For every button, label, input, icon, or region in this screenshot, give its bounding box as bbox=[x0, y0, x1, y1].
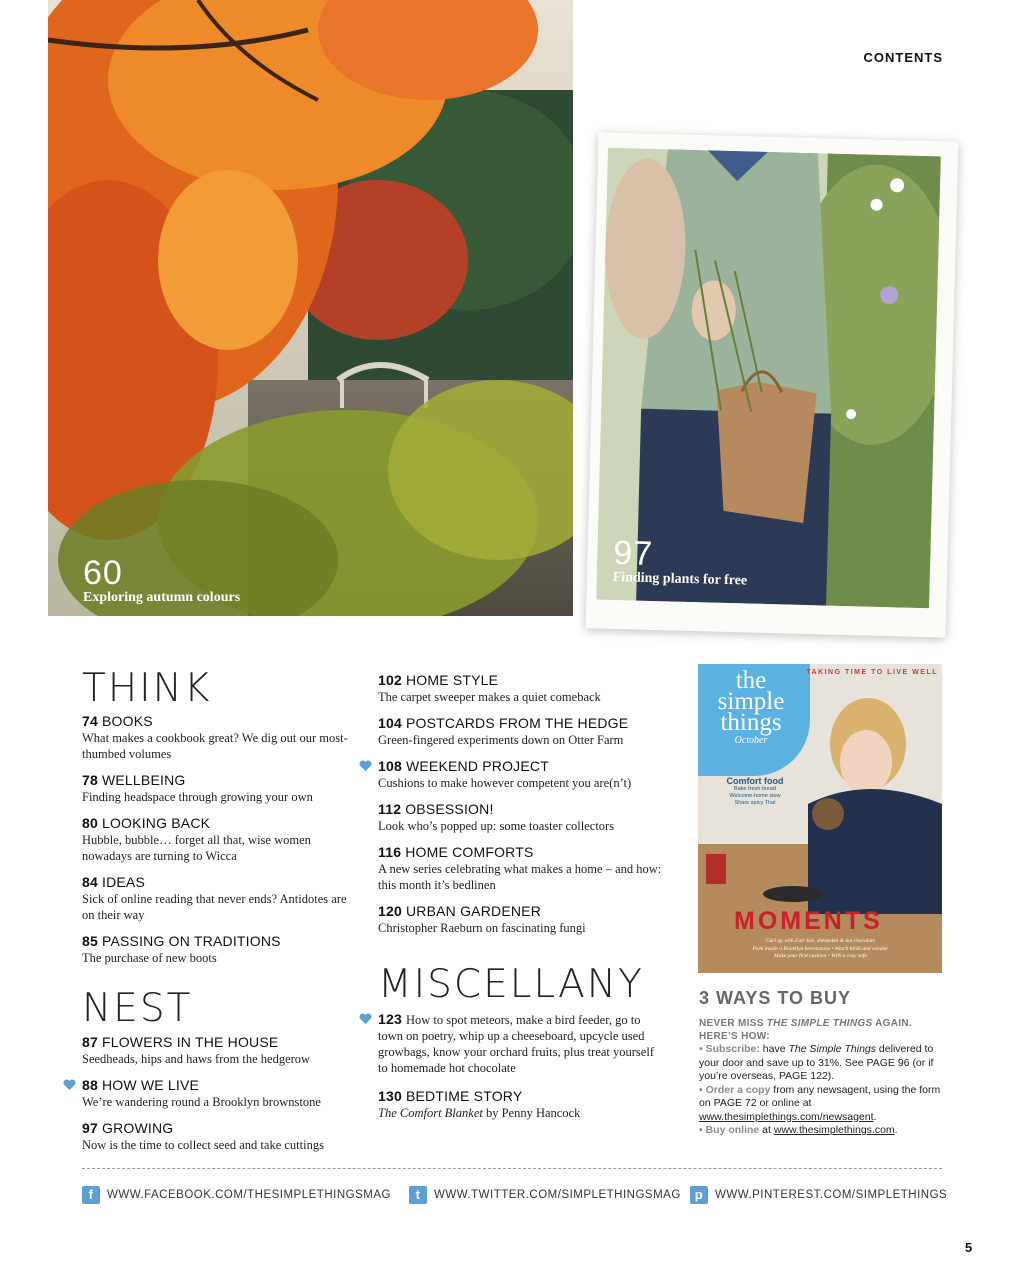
entry-description: A new series celebrating what makes a home – and how: this month it’s bedlinen bbox=[378, 862, 662, 892]
entry-description: Christopher Raeburn on fascinating fungi bbox=[378, 921, 586, 935]
plants-caption bbox=[613, 536, 749, 590]
entry-page-number: 87 bbox=[82, 1034, 98, 1050]
entry-page-number: 102 bbox=[378, 672, 402, 688]
entry-page-number: 88 bbox=[82, 1077, 98, 1093]
entry-page-number: 123 bbox=[378, 1011, 402, 1027]
buy-online: • Buy online at www.thesimplethings.com. bbox=[699, 1124, 898, 1136]
heart-icon bbox=[63, 1079, 76, 1091]
entry-page-number: 116 bbox=[378, 844, 402, 860]
pinterest-link[interactable] bbox=[690, 1186, 947, 1204]
contents-entry[interactable] bbox=[82, 815, 352, 864]
entry-title: LOOKING BACK bbox=[101, 815, 211, 831]
entry-title: OBSESSION! bbox=[405, 801, 494, 817]
contents-entry[interactable] bbox=[82, 713, 352, 762]
pinterest-icon: p bbox=[690, 1186, 708, 1204]
entry-title: HOME COMFORTS bbox=[405, 844, 534, 860]
cover-logo-text: things bbox=[720, 709, 782, 736]
contents-entry[interactable] bbox=[82, 1120, 352, 1153]
cover-logo-text: simple bbox=[717, 688, 785, 715]
story-author: by Penny Hancock bbox=[482, 1106, 581, 1120]
entry-description: Look who’s popped up: some toaster collectors bbox=[378, 819, 615, 833]
miscellany-list bbox=[378, 1011, 656, 1131]
entry-title: WEEKEND PROJECT bbox=[405, 758, 549, 774]
entry-title: HOME STYLE bbox=[405, 672, 499, 688]
entry-page-number: 85 bbox=[82, 933, 98, 949]
photo-caption-text: Exploring autumn colours bbox=[83, 590, 241, 605]
section-heading-miscellany: MISCELLANY bbox=[378, 962, 644, 1007]
cover-sell-line: Make your first cushion • WIN a cosy sofa bbox=[774, 953, 867, 959]
entry-description: Sick of online reading that never ends? Antidotes are on their way bbox=[82, 892, 347, 922]
contents-entry[interactable] bbox=[378, 758, 668, 791]
entry-page-number: 108 bbox=[378, 758, 402, 774]
facebook-url: WWW.FACEBOOK.COM/THESIMPLETHINGSMAG bbox=[107, 1189, 391, 1201]
section-heading-think: THINK bbox=[82, 666, 212, 711]
buy-intro: NEVER MISS THE SIMPLE THINGS AGAIN. HERE’S HOW: bbox=[699, 1018, 912, 1042]
entry-page-number: 130 bbox=[378, 1088, 402, 1104]
entry-description: The purchase of new boots bbox=[82, 951, 217, 965]
page-ref-number: 97 bbox=[612, 534, 654, 574]
entry-description: How to spot meteors, make a bird feeder, go to town on poetry, whip up a cheeseboard, upcycle used growbags, know your orchard fruits, plus treat yourself to homemade hot chocolate bbox=[378, 1013, 654, 1075]
entry-description: Now is the time to collect seed and take cuttings bbox=[82, 1138, 324, 1152]
entry-description: What makes a cookbook great? We dig out our most-thumbed volumes bbox=[82, 731, 348, 761]
cover-logo bbox=[706, 667, 796, 747]
entry-title: BEDTIME STORY bbox=[405, 1088, 523, 1104]
magazine-cover[interactable] bbox=[698, 664, 942, 973]
contents-entry[interactable] bbox=[378, 715, 668, 748]
cover-month: October bbox=[734, 735, 768, 746]
twitter-link[interactable] bbox=[409, 1186, 681, 1204]
cover-sell-line: Peek inside a Brooklyn brownstone • Watch birds and wonder bbox=[752, 945, 889, 952]
cover-food-line: Bake fresh bread bbox=[734, 786, 776, 792]
twitter-icon: t bbox=[409, 1186, 427, 1204]
entry-title: GROWING bbox=[101, 1120, 174, 1136]
entry-page-number: 97 bbox=[82, 1120, 98, 1136]
entry-title: HOW WE LIVE bbox=[101, 1077, 200, 1093]
entry-title: POSTCARDS FROM THE HEDGE bbox=[405, 715, 629, 731]
facebook-link[interactable] bbox=[82, 1186, 391, 1204]
contents-entry[interactable] bbox=[82, 933, 352, 966]
entry-page-number: 74 bbox=[82, 713, 98, 729]
entry-page-number: 120 bbox=[378, 903, 402, 919]
contents-entry[interactable] bbox=[82, 1077, 352, 1110]
contents-label: CONTENTS bbox=[863, 50, 943, 65]
entry-page-number: 80 bbox=[82, 815, 98, 831]
contents-entry[interactable] bbox=[378, 1011, 656, 1076]
cover-logo-text: the bbox=[735, 667, 767, 694]
cover-sell-lines bbox=[728, 938, 913, 961]
entry-title: IDEAS bbox=[101, 874, 145, 890]
entry-title: BOOKS bbox=[101, 713, 153, 729]
cover-comfort-food bbox=[720, 776, 790, 807]
facebook-icon: f bbox=[82, 1186, 100, 1204]
entry-description: Seedheads, hips and haws from the hedgerow bbox=[82, 1052, 311, 1066]
contents-entry[interactable] bbox=[378, 672, 668, 705]
plants-photo bbox=[596, 148, 941, 609]
think-list bbox=[82, 713, 352, 976]
contents-entry[interactable] bbox=[82, 1034, 352, 1067]
contents-entry[interactable] bbox=[378, 903, 668, 936]
contents-entry[interactable] bbox=[378, 801, 668, 834]
entry-page-number: 104 bbox=[378, 715, 402, 731]
heart-icon bbox=[359, 760, 372, 772]
page-number: 5 bbox=[965, 1240, 973, 1255]
entry-title: URBAN GARDENER bbox=[405, 903, 542, 919]
contents-entry[interactable] bbox=[378, 844, 668, 893]
story-title: The Comfort Blanket bbox=[378, 1106, 483, 1120]
heart-icon bbox=[359, 1013, 372, 1025]
autumn-caption bbox=[83, 556, 240, 606]
buy-subscribe: • Subscribe: have The Simple Things delivered to your door and save up to 31%. See PAGE 96 (or if you’re overseas, PAGE 122). bbox=[699, 1043, 934, 1082]
entry-title: PASSING ON TRADITIONS bbox=[101, 933, 281, 949]
cover-headline: MOMENTS bbox=[734, 907, 883, 935]
entry-description: Cushions to make however competent you are(n’t) bbox=[378, 776, 632, 790]
entry-title: WELLBEING bbox=[101, 772, 186, 788]
autumn-photo bbox=[48, 0, 573, 616]
entry-page-number: 112 bbox=[378, 801, 402, 817]
contents-entry[interactable] bbox=[378, 1088, 656, 1121]
newsagent-link[interactable]: www.thesimplethings.com/newsagent bbox=[699, 1110, 874, 1123]
entry-description: The carpet sweeper makes a quiet comeback bbox=[378, 690, 601, 704]
contents-entry[interactable] bbox=[82, 772, 352, 805]
cover-food-heading: Comfort food bbox=[726, 776, 784, 786]
cover-food-line: Welcome-home stew bbox=[729, 793, 781, 799]
entry-title: FLOWERS IN THE HOUSE bbox=[101, 1034, 279, 1050]
entry-page-number: 78 bbox=[82, 772, 98, 788]
cover-food-line: Share spicy Thai bbox=[734, 800, 776, 806]
cover-sell-line: Curl up with Fair Isle, sheepskin & hot chocolate bbox=[765, 938, 876, 944]
ways-to-buy bbox=[699, 988, 949, 1138]
middle-list bbox=[378, 672, 668, 946]
entry-description: Finding headspace through growing your own bbox=[82, 790, 313, 804]
twitter-url: WWW.TWITTER.COM/SIMPLETHINGSMAG bbox=[434, 1189, 681, 1201]
cover-tagline: TAKING TIME TO LIVE WELL bbox=[806, 669, 938, 676]
entry-page-number: 84 bbox=[82, 874, 98, 890]
buy-heading: 3 WAYS TO BUY bbox=[699, 988, 852, 1008]
buy-order-copy: • Order a copy from any newsagent, using the form on PAGE 72 or online at www.thesimplethings.com/newsagent. bbox=[699, 1083, 941, 1123]
entry-description: Green-fingered experiments down on Otter Farm bbox=[378, 733, 624, 747]
nest-list bbox=[82, 1034, 352, 1163]
entry-description: Hubble, bubble… forget all that, wise women nowadays are turning to Wicca bbox=[82, 833, 311, 863]
footer-divider bbox=[82, 1168, 942, 1169]
photo-caption-text: Finding plants for free bbox=[612, 569, 748, 589]
contents-entry[interactable] bbox=[82, 874, 352, 923]
website-link[interactable]: www.thesimplethings.com bbox=[773, 1124, 895, 1136]
pinterest-url: WWW.PINTEREST.COM/SIMPLETHINGS bbox=[715, 1189, 948, 1201]
entry-description: We’re wandering round a Brooklyn brownstone bbox=[82, 1095, 321, 1109]
page-ref-number: 60 bbox=[83, 554, 123, 592]
section-heading-nest: NEST bbox=[82, 986, 193, 1031]
